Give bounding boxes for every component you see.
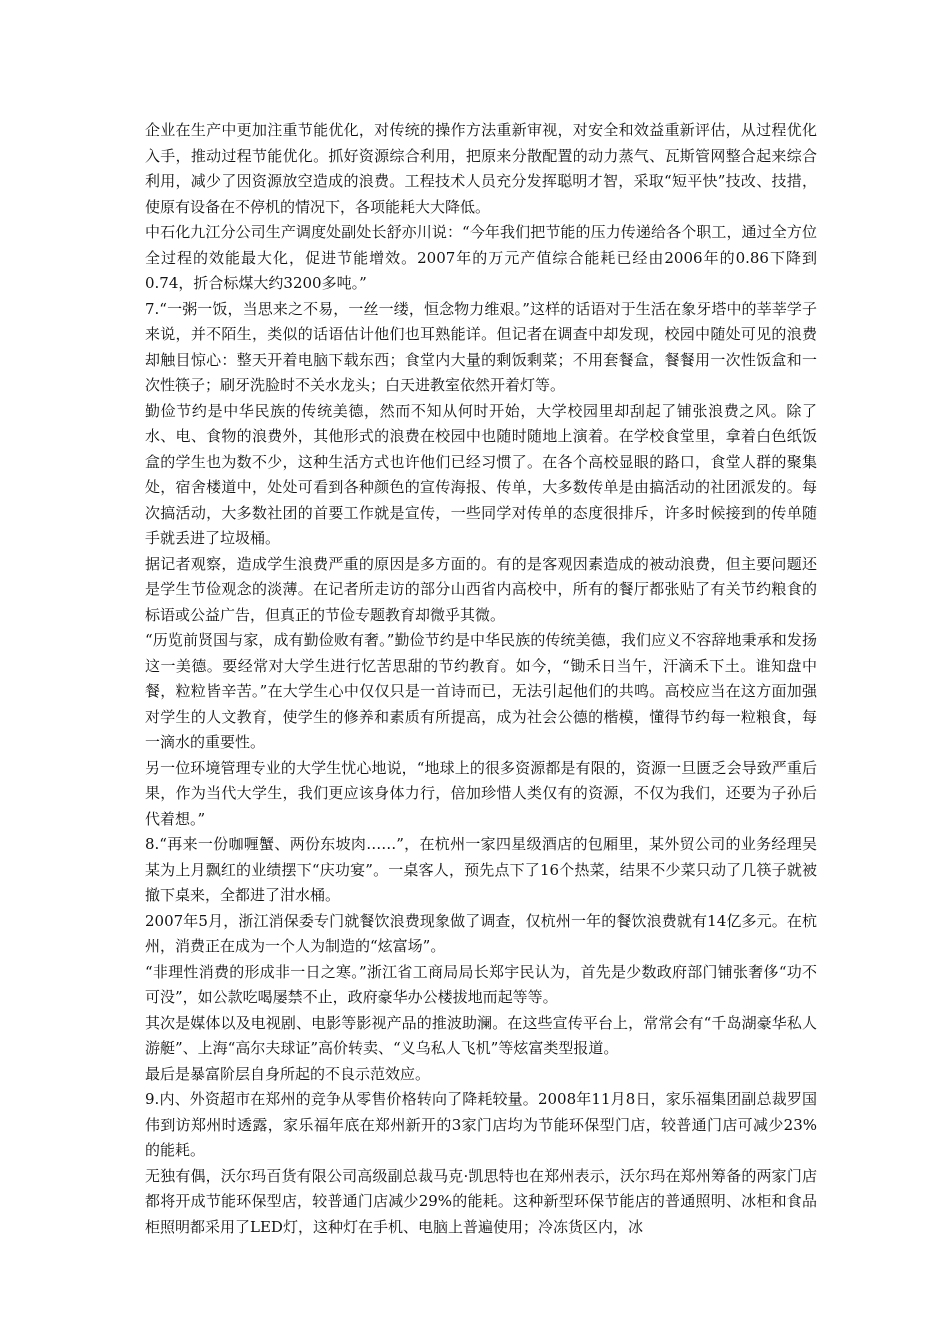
paragraph-media-influence: 其次是媒体以及电视剧、电影等影视产品的推波助澜。在这些宣传平台上，常常会有“千岛湖豪华私人游艇”、上海“高尔夫球证”高价转卖、“义乌私人飞机”等炫富类型报道。 (145, 1013, 817, 1057)
paragraph-irrational-consumption: “非理性消费的形成非一日之寒。”浙江省工商局局长郑宇民认为，首先是少数政府部门铺张奢侈“功不可没”，如公款吃喝屡禁不止，政府豪华办公楼拔地而起等等。 (145, 962, 817, 1006)
paragraph-wealthy-influence: 最后是暴富阶层自身所起的不良示范效应。 (145, 1064, 431, 1083)
paragraph-7-campus-waste: 7.“一粥一饭，当思来之不易，一丝一缕，恒念物力维艰。”这样的话语对于生活在象牙塔中的莘莘学子来说，并不陌生，类似的话语估计他们也耳熟能详。但记者在调查中却发现，校园中随处可见的浪费却触目惊心：整天开着电脑下载东西；食堂内大量的剩饭剩菜；不用套餐盒，餐餐用一次性饭盒和一次性筷子；刷牙洗脸时不关水龙头；白天进教室依然开着灯等。 (145, 299, 817, 394)
paragraph-9-supermarket-competition: 9.内、外资超市在郑州的竞争从零售价格转向了降耗较量。2008年11月8日，家乐福集团副总裁罗国伟到访郑州时透露，家乐福年底在郑州新开的3家门店均为节能环保型门店，较普通门店可减少23%的能耗。 (145, 1090, 817, 1159)
paragraph-reporter-observation: 据记者观察，造成学生浪费严重的原因是多方面的。有的是客观因素造成的被动浪费，但主要问题还是学生节俭观念的淡薄。在记者所走访的部分山西省内高校中，所有的餐厅都张贴了有关节约粮食的标语或公益广告，但真正的节俭专题教育却微乎其微。 (145, 554, 817, 624)
paragraph-process-optimization: 企业在生产中更加注重节能优化，对传统的操作方法重新审视，对安全和效益重新评估，从过程优化入手，推动过程节能优化。抓好资源综合利用，把原来分散配置的动力蒸气、瓦斯管网整合起来综合利用，减少了因资源放空造成的浪费。工程技术人员充分发挥聪明才智，采取“短平快”技改、技措，使原有设备在不停机的情况下，各项能耗大大降低。 (145, 121, 817, 216)
paragraph-walmart-stores: 无独有偶，沃尔玛百货有限公司高级副总裁马克·凯思特也在郑州表示，沃尔玛在郑州筹备的两家门店都将开成节能环保型店，较普通门店减少29%的能耗。这种新型环保节能店的普通照明、冰柜和食品柜照明都采用了LED灯，这种灯在手机、电脑上普遍使用；冷冻货区内，冰 (145, 1166, 817, 1236)
paragraph-student-quote: 另一位环境管理专业的大学生忧心地说，“地球上的很多资源都是有限的，资源一旦匮乏会导致严重后果，作为当代大学生，我们更应该身体力行，倍加珍惜人类仅有的资源，不仅为我们，还要为子孙后代着想。” (145, 758, 817, 828)
paragraph-thrift-tradition: 勤俭节约是中华民族的传统美德，然而不知从何时开始，大学校园里却刮起了铺张浪费之风。除了水、电、食物的浪费外，其他形式的浪费在校园中也随时随地上演着。在学校食堂里，拿着白色纸饭盒的学生也为数不少，这种生活方式也许他们已经习惯了。在各个高校显眼的路口，食堂人群的聚集处，宿舍楼道中，处处可看到各种颜色的宣传海报、传单，大多数传单是由搞活动的社团派发的。每次搞活动，大多数社团的首要工作就是宣传，一些同学对传单的态度很排斥，许多时候接到的传单随手就丢进了垃圾桶。 (145, 401, 817, 547)
document-page (145, 118, 817, 1240)
paragraph-thrift-education: “历览前贤国与家，成有勤俭败有奢。”勤俭节约是中华民族的传统美德，我们应义不容辞地秉承和发扬这一美德。要经常对大学生进行忆苦思甜的节约教育。如今，“锄禾日当午，汗滴禾下土。谁知盘中餐，粒粒皆辛苦。”在大学生心中仅仅只是一首诗而已，无法引起他们的共鸣。高校应当在这方面加强对学生的人文教育，使学生的修养和素质有所提高，成为社会公德的楷模，懂得节约每一粒粮食，每一滴水的重要性。 (145, 631, 817, 751)
paragraph-jiujiang-quote: 中石化九江分公司生产调度处副处长舒亦川说：“今年我们把节能的压力传递给各个职工，通过全方位全过程的效能最大化，促进节能增效。2007年的万元产值综合能耗已经由2006年的0.86下降到0.74，折合标煤大约3200多吨。” (145, 223, 817, 292)
paragraph-catering-survey: 2007年5月，浙江消保委专门就餐饮浪费现象做了调查，仅杭州一年的餐饮浪费就有14亿多元。在杭州，消费正在成为一个人为制造的“炫富场”。 (145, 911, 817, 955)
paragraph-8-hangzhou-banquet: 8.“再来一份咖喱蟹、两份东坡肉……”，在杭州一家四星级酒店的包厢里，某外贸公司的业务经理吴某为上月飘红的业绩摆下“庆功宴”。一桌客人，预先点下了16个热菜，结果不少菜只动了几筷子就被撤下桌来，全都进了泔水桶。 (145, 835, 817, 904)
